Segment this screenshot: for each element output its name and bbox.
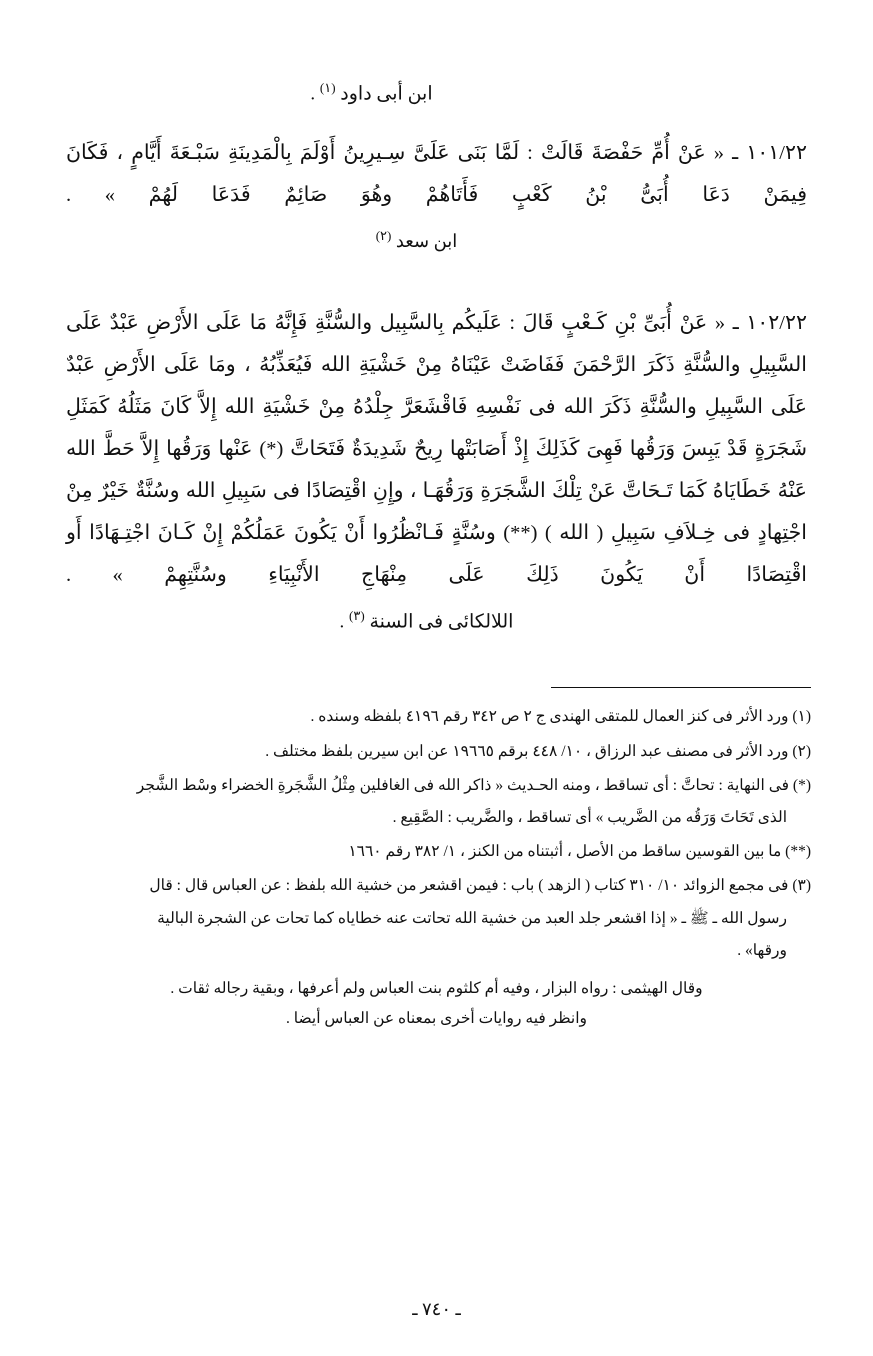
footnote-line [62, 871, 811, 901]
footnote-asterisk [62, 771, 811, 833]
footnote-line-continued: الذى تَحَاتَ وَرَقُه من الضَّريب » أى تساقط ، والضَّريب : الصَّقِيع . [392, 809, 787, 827]
footnote-text: ما بين القوسين ساقط من الأصل ، أثبتناه من الكنز ، ١/ ٣٨٢ رقم ١٦٦٠ [348, 843, 782, 861]
footnote-text: فى مجمع الزوائد ١٠/ ٣١٠ كتاب ( الزهد ) باب : فيمن اقشعر من خشية الله بلفظ : عن العباس قال : قال [149, 877, 789, 895]
footnote-separator-rule [551, 687, 811, 688]
footnote-marker: (*) [792, 776, 811, 794]
attribution-lalakai [62, 606, 791, 638]
spacer [62, 262, 811, 286]
footnote-marker: (**) [785, 843, 811, 861]
page-number: ـ ٧٤٠ ـ [412, 1299, 461, 1319]
hadith-number: ١٠١/٢٢ ـ [732, 141, 808, 164]
hadith-text: « عَنْ أُمِّ حَفْصَةَ قَالَتْ : لَمَّا بَنَى عَلَىَّ سِـيرِينُ أَوْلَمَ بِالْمَدِينَةِ سَبْـعَةَ أَيَّامٍ ، فَكَانَ فِيمَنْ دَعَا أُبَىُّ بْنُ كَعْبٍ فَأَتَاهُمْ وهُوَ صَائِمٌ فَدَعَا لَهُمْ » . [66, 141, 807, 206]
footnote-haythami-comment: وقال الهيثمى : رواه البزار ، وفيه أم كلثوم بنت العباس ولم أعرفها ، وبقية رجاله ثقات . [170, 980, 703, 998]
footnote-1 [62, 702, 811, 732]
attribution-period: . [339, 610, 345, 632]
footnote-other-narrations: وانظر فيه روايات أخرى بمعناه عن العباس أيضا . [285, 1010, 588, 1028]
footnote-marker: (١) [792, 708, 811, 726]
attribution-text: ابن أبى داود [340, 83, 433, 105]
attribution-period: . [310, 83, 316, 105]
footnote-text: ورد الأثر فى مصنف عبد الرزاق ، ١٠/ ٤٤٨ برقم ١٩٦٦٥ عن ابن سيرين بلفظ مختلف . [265, 742, 789, 760]
hadith-number: ١٠٢/٢٢ ـ [732, 311, 808, 334]
attribution-text: اللالكائى فى السنة [369, 610, 514, 632]
attribution-text: ابن سعد [395, 230, 458, 251]
hadith-block-102 [66, 302, 807, 596]
footnote-line-continued: رسول الله ـ ﷺ ـ « إذا اقشعر جلد العبد من خشية الله تحاتت عنه خطاياه كما تحات عن الشجرة البالية [157, 909, 787, 927]
attribution-ibn-abi-dawud [62, 78, 681, 110]
footnote-marker-3: (٣) [349, 607, 365, 623]
footnote-line [62, 771, 811, 801]
footnote-text: فى النهاية : تحاتَّ : أى تساقط ، ومنه الحـديث « ذاكر الله فى الغافلين مِثْلُ الشَّجَرةِ الخضراء وسْط الشَّجر [136, 776, 790, 794]
footnote-text: ورد الأثر فى كنز العمال للمتقى الهندى ج ٢ ص ٣٤٢ رقم ٤١٩٦ بلفظه وسنده . [310, 708, 789, 726]
footnote-3 [62, 871, 811, 966]
footnote-2 [62, 737, 811, 767]
attribution-ibn-saad [62, 226, 771, 256]
hadith-block-101 [66, 132, 807, 216]
footnote-marker-2: (٢) [375, 227, 392, 243]
footnote-double-asterisk [62, 837, 811, 867]
footnotes-section [62, 702, 811, 1034]
footnote-marker: (٢) [792, 742, 811, 760]
footnote-marker-1: (١) [319, 80, 336, 95]
hadith-text: « عَنْ أُبَىِّ بْنِ كَـعْبٍ قَالَ : عَلَيكُم بِالسَّبِيل والسُّنَّةِ فَإِنَّهُ مَا عَلَى الأَرْضِ عَبْدٌ عَلَى السَّبِيلِ والسُّنَّةِ ذَكَرَ الرَّحْمَنَ فَفَاضَتْ عَيْنَاهُ مِنْ خَشْيَةِ الله فَيُعَذِّبُهُ ، ومَا عَلَى الأَرْضِ عَبْدٌ عَلَى السَّبِيلِ والسُّنَّةِ ذَكَرَ الله فى نَفْسِهِ فَاقْشَعَرَّ جِلْدُهُ مِنْ خَشْيَةِ الله إِلاَّ كَانَ مَثَلُهُ كَمَثَلِ شَجَرَةٍ قَدْ يَبِسَ وَرَقُها فَهِىَ كَذَلِكَ إِذْ أَصَابَتْها رِيحٌ شَدِيدَةٌ فَتَحَاتَّ (*) عَنْها وَرَقُها إِلاَّ حَطَّ الله عَنْهُ خَطَايَاهُ كَمَا تَـحَاتَّ عَنْ تِلْكَ الشَّجَرَةِ وَرَقُهَـا ، وإِنِ اقْتِصَادًا فى سَبِيلِ الله وسُنَّةٌ خَيْرٌ مِنْ اجْتِهادٍ فى خِـلاَفِ سَبِيلِ ( الله ) (**) وسُنَّةٍ فَـانْظُرُوا أَنْ يَكُونَ عَمَلُكُمْ إِنْ كَـانَ اجْتِـهَادًا أَو اقْتِصَادًا أَنْ يَكُونَ ذَلِكَ عَلَى مِنْهَاجِ الأَنْبِيَاءِ وسُنَّتِهِمْ » . [66, 311, 807, 586]
footnote-marker: (٣) [792, 877, 811, 895]
footnote-line-continued-2: ورقها» . [737, 941, 787, 959]
